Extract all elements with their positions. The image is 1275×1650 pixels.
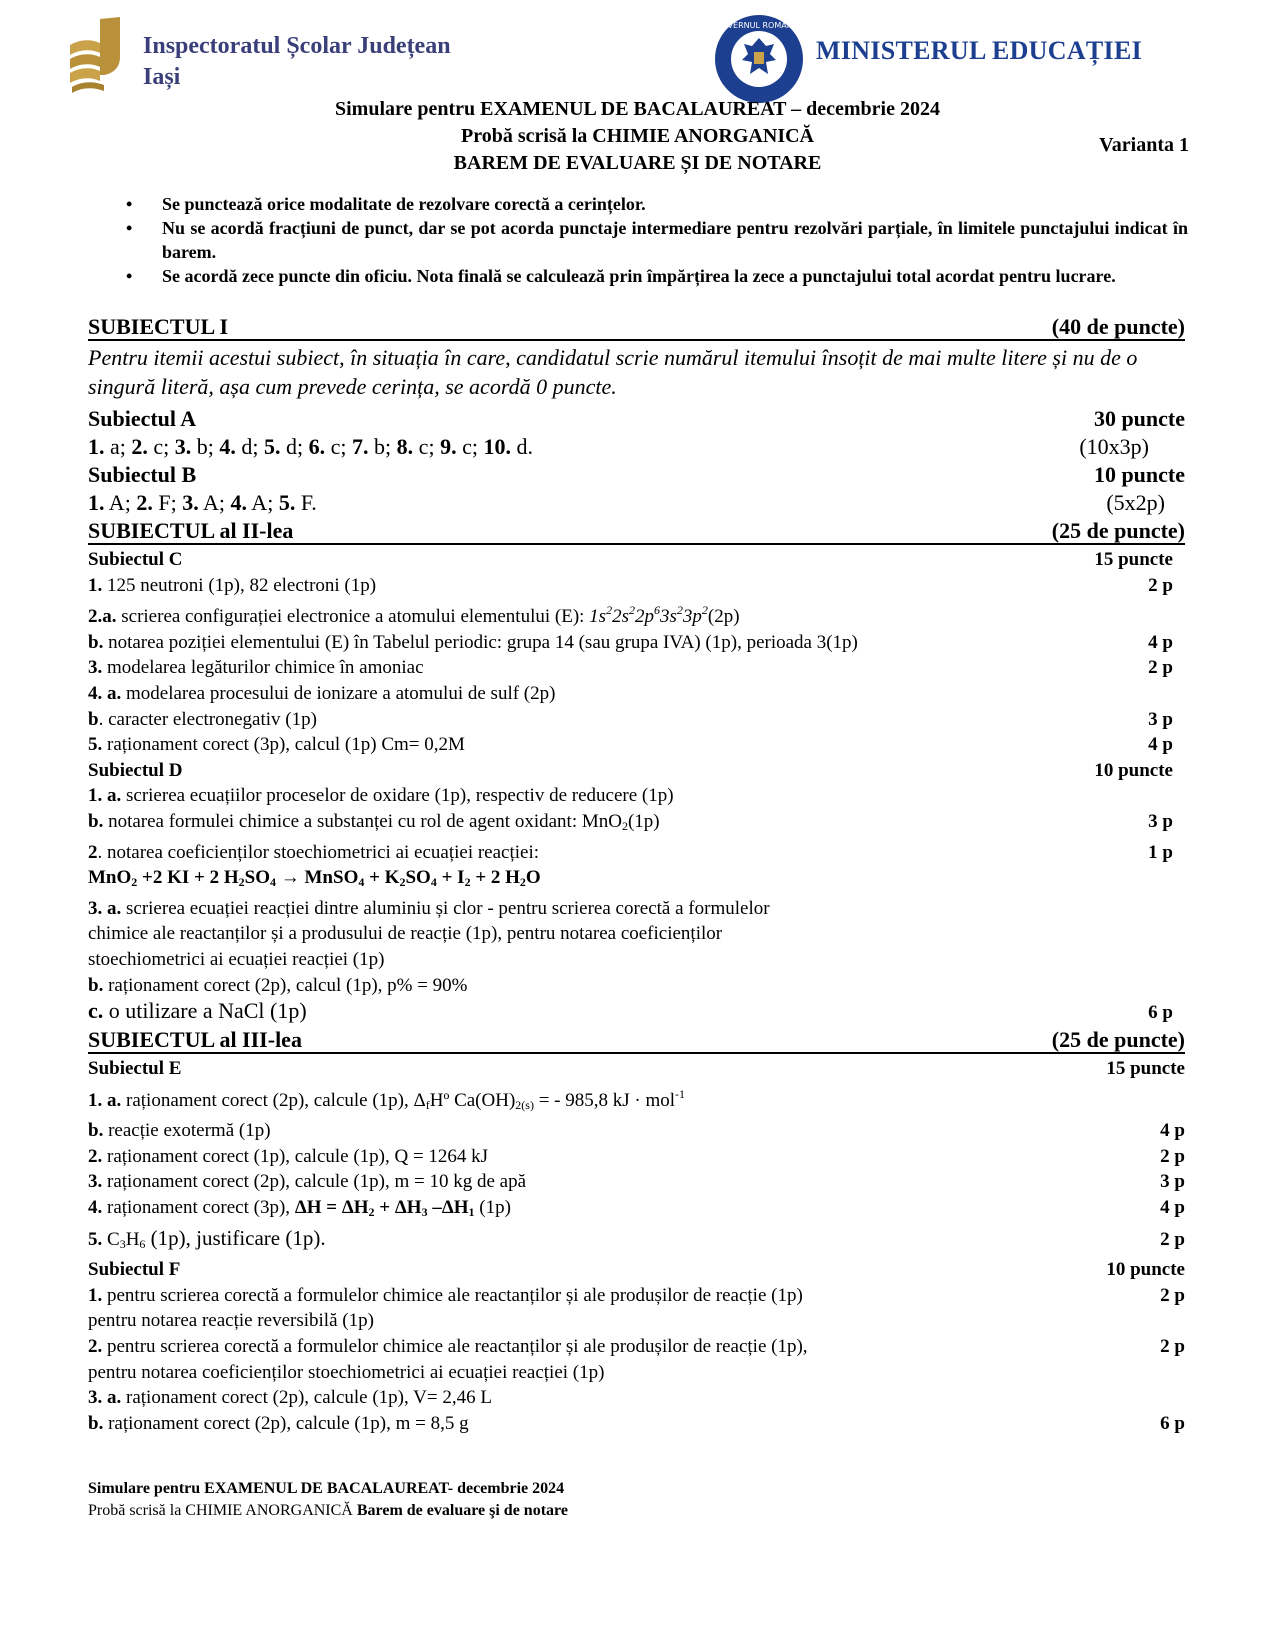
item-e4: 4. raționament corect (3p), $\Delta H = \Delta H_2 + \Delta H_3$ $-\Delta H_1$ (1p) 4 p <box>88 1197 1185 1220</box>
item-f2-line2: pentru notarea coeficienților stoechiometrici ai ecuației reacției (1p) <box>88 1361 605 1383</box>
bullet-icon: • <box>126 266 133 286</box>
item-d3b: b. raționament corect (2p), calcul (1p), p% = 90% <box>88 974 468 996</box>
ministry-name: MINISTERUL EDUCAȚIEI <box>816 36 1143 65</box>
isj-emblem-icon <box>70 17 126 93</box>
subiect-b-header: Subiectul B 10 puncte <box>88 462 1185 487</box>
ministry-logo <box>715 14 1240 104</box>
rule-item: • Se punctează orice modalitate de rezolvare corectă a cerințelor. <box>126 194 646 214</box>
seal-text: GUVERNUL ROMÂNIEI <box>715 21 803 30</box>
reaction-equation: MnO$_2$ +2 KI + 2 $H_2SO_4$ → MnSO$_4$ + $K_2SO_4 + I_2 + 2$ $H_2O$ <box>88 867 541 890</box>
government-seal-icon <box>714 14 804 104</box>
item-e1b: b. reacție exotermă (1p) 4 p <box>88 1120 1185 1142</box>
item-f2: 2. pentru scrierea corectă a formulelor chimice ale reactanților și ale produșilor de reacție (1p), 2 p <box>88 1336 1185 1358</box>
subiect-e-header: Subiectul E 15 puncte <box>88 1058 1185 1080</box>
item-d1b: b. notarea formulei chimice a substanței cu rol de agent oxidant: MnO$_2$(1p) 3 p <box>88 810 1173 833</box>
item-e5: 5. $C_3H_6$ (1p), justificare (1p). 2 p <box>88 1225 1185 1251</box>
section-1-note: Pentru itemii acestui subiect, în situația în care, candidatul scrie numărul itemului însoțit de mai multe litere și nu de o singură literă, așa cum prevede cerința, se acordă 0 puncte. <box>88 345 1138 399</box>
isj-name: Inspectoratul Școlar Județean <box>143 33 451 59</box>
rule-item: • Se acordă zece puncte din oficiu. Nota finală se calculează prin împărțirea la zece a punctajului total acordat pentru lucrare. <box>126 266 1116 286</box>
exam-subject: Probă scrisă la CHIMIE ANORGANICĂ <box>461 125 814 147</box>
item-c1: 1. 125 neutroni (1p), 82 electroni (1p) 2 p <box>88 574 1173 596</box>
subiect-a-header: Subiectul A 30 puncte <box>88 406 1185 431</box>
subiect-c-header: Subiectul C 15 puncte <box>88 549 1173 570</box>
bullet-icon: • <box>126 194 133 214</box>
item-e3: 3. raționament corect (2p), calcule (1p), m = 10 kg de apă 3 p <box>88 1171 1185 1193</box>
item-d1a: 1. a. scrierea ecuațiilor proceselor de oxidare (1p), respectiv de reducere (1p) <box>88 785 674 807</box>
item-e2: 2. raționament corect (1p), calcule (1p), Q = 1264 kJ 2 p <box>88 1145 1185 1167</box>
barem-content <box>88 313 1185 1436</box>
item-c4a: 4. a. modelarea procesului de ionizare a atomului de sulf (2p) <box>88 682 556 704</box>
item-d2: 2. notarea coeficienților stoechiometrici ai ecuației reacției: 1 p <box>88 841 1173 863</box>
item-f1: 1. pentru scrierea corectă a formulelor chimice ale reactanților și ale produșilor de reacție (1p) 2 p <box>88 1284 1185 1306</box>
bullet-icon: • <box>126 218 133 238</box>
isj-city: Iași <box>143 64 181 90</box>
item-c2a: 2.a. scrierea configurației electronice a atomului elementului (E): $1s^22s^22p^63s^23p^2(2p)$ <box>88 603 740 628</box>
section-3-header: SUBIECTUL al III-lea (25 de puncte) <box>88 1027 1185 1053</box>
section-2-header: SUBIECTUL al II-lea (25 de puncte) <box>88 518 1185 543</box>
subiect-b-answers: 1. A; 2. F; 3. A; 4. A; 5. F. (5x2p) <box>88 490 1165 515</box>
subiect-a-answers: 1. a; 2. c; 3. b; 4. d; 5. d; 6. c; 7. b; 8. c; 9. c; 10. d. (10x3p) <box>88 434 1149 459</box>
barem-title: BAREM DE EVALUARE ȘI DE NOTARE <box>453 152 822 174</box>
section-1-header: SUBIECTUL I (40 de puncte) <box>88 314 1185 339</box>
rule-item: • Nu se acordă fracțiuni de punct, dar se pot acorda punctaje intermediare pentru rezolvări parțiale, în limitele punctajului indicat în barem. <box>126 218 1188 262</box>
subiect-d-header: Subiectul D 10 puncte <box>88 759 1173 781</box>
item-c3: 3. modelarea legăturilor chimice în amoniac 2 p <box>88 657 1173 679</box>
page-footer: Simulare pentru EXAMENUL DE BACALAUREAT- decembrie 2024 Probă scrisă la CHIMIE ANORGANICĂ Barem de evaluare şi de notare <box>88 1480 568 1519</box>
rules-list <box>120 192 1188 288</box>
subiect-f-header: Subiectul F 10 puncte <box>88 1259 1185 1281</box>
item-c4b: b. caracter electronegativ (1p) 3 p <box>88 708 1173 730</box>
item-f3b: b. raționament corect (2p), calcule (1p), m = 8,5 g 6 p <box>88 1412 1185 1434</box>
item-d3a: 3. a. scrierea ecuației reacției dintre aluminiu și clor - pentru scrierea corectă a formulelor chimice ale reactanților și a produsului de reacție (1p), pentru notarea coeficienților stoechiometrici ai ecuației reacției (1p) <box>88 897 770 970</box>
item-c2b: b. notarea poziției elementului (E) în Tabelul periodic: grupa 14 (sau grupa IVA) (1p), perioada 3(1p) 4 p <box>88 631 1173 653</box>
exam-title: Simulare pentru EXAMENUL DE BACALAUREAT – decembrie 2024 <box>334 98 940 120</box>
item-d3c: c. o utilizare a NaCl (1p) 6 p <box>88 998 1173 1024</box>
item-c5: 5. raționament corect (3p), calcul (1p) Cm= 0,2M 4 p <box>88 734 1173 756</box>
item-e1a: 1. a. raționament corect (2p), calcule (1p), $\Delta_fHº$ $Ca(OH)_{2(s)}$ = - 985,8 kJ · mol$^{-1}$ <box>88 1086 686 1112</box>
item-f1-line2: pentru notarea reacție reversibilă (1p) <box>88 1310 374 1332</box>
item-f3a: 3. a. raționament corect (2p), calcule (1p), V= 2,46 L <box>88 1387 492 1409</box>
variant-label: Varianta 1 <box>1099 134 1189 156</box>
